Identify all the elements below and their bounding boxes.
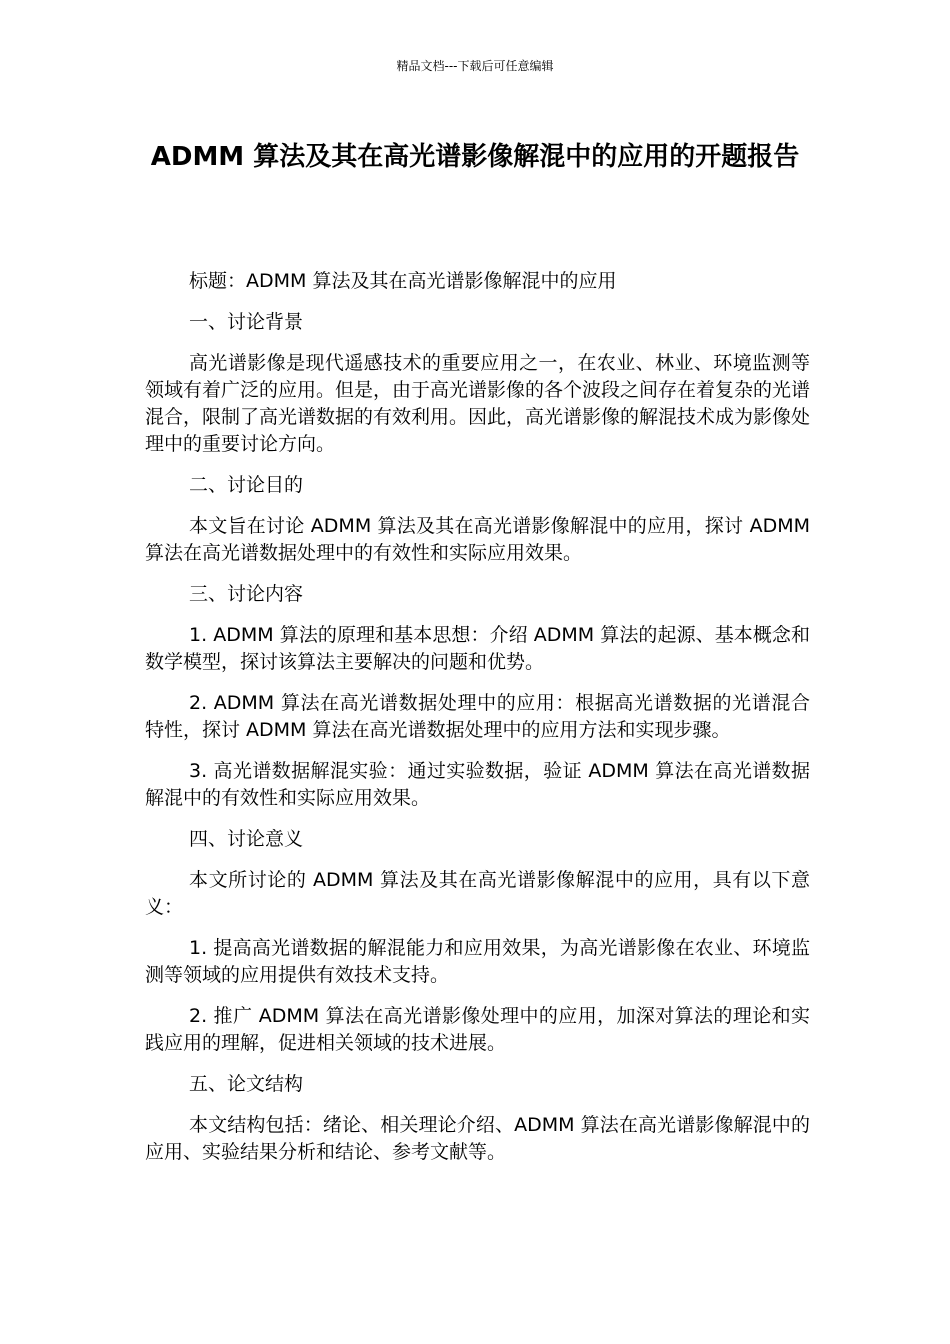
subject-line: 标题：ADMM 算法及其在高光谱影像解混中的应用 [189, 270, 617, 292]
list-item-significance-1: 1. 提高高光谱数据的解混能力和应用效果，为高光谱影像在农业、环境监测等领域的应用提供有效技术支持。 [145, 937, 810, 986]
page-header-note: 精品文档---下载后可任意编辑 [396, 59, 554, 73]
paragraph-purpose: 本文旨在讨论 ADMM 算法及其在高光谱影像解混中的应用，探讨 ADMM 算法在高光谱数据处理中的有效性和实际应用效果。 [145, 515, 810, 564]
list-item-content-2: 2. ADMM 算法在高光谱数据处理中的应用：根据高光谱数据的光谱混合特性，探讨 ADMM 算法在高光谱数据处理中的应用方法和实现步骤。 [145, 692, 810, 741]
section-heading-significance: 四、讨论意义 [189, 828, 304, 850]
paragraph-significance: 本文所讨论的 ADMM 算法及其在高光谱影像解混中的应用，具有以下意义： [145, 869, 810, 918]
document-title: ADMM 算法及其在高光谱影像解混中的应用的开题报告 [150, 142, 800, 172]
list-item-significance-2: 2. 推广 ADMM 算法在高光谱影像处理中的应用，加深对算法的理论和实践应用的理解，促进相关领域的技术进展。 [145, 1005, 810, 1054]
section-heading-content: 三、讨论内容 [189, 583, 304, 605]
paragraph-background: 高光谱影像是现代遥感技术的重要应用之一，在农业、林业、环境监测等领域有着广泛的应用。但是，由于高光谱影像的各个波段之间存在着复杂的光谱混合，限制了高光谱数据的有效利用。因此，高光谱影像的解混技术成为影像处理中的重要讨论方向。 [145, 352, 811, 455]
list-item-content-1: 1. ADMM 算法的原理和基本思想：介绍 ADMM 算法的起源、基本概念和数学模型，探讨该算法主要解决的问题和优势。 [145, 624, 810, 673]
list-item-content-3: 3. 高光谱数据解混实验：通过实验数据，验证 ADMM 算法在高光谱数据解混中的有效性和实际应用效果。 [145, 760, 810, 809]
section-heading-structure: 五、论文结构 [189, 1073, 304, 1095]
section-heading-purpose: 二、讨论目的 [189, 474, 304, 496]
paragraph-structure: 本文结构包括：绪论、相关理论介绍、ADMM 算法在高光谱影像解混中的应用、实验结果分析和结论、参考文献等。 [145, 1114, 810, 1163]
document-body [145, 268, 810, 1180]
section-heading-background: 一、讨论背景 [189, 311, 304, 333]
